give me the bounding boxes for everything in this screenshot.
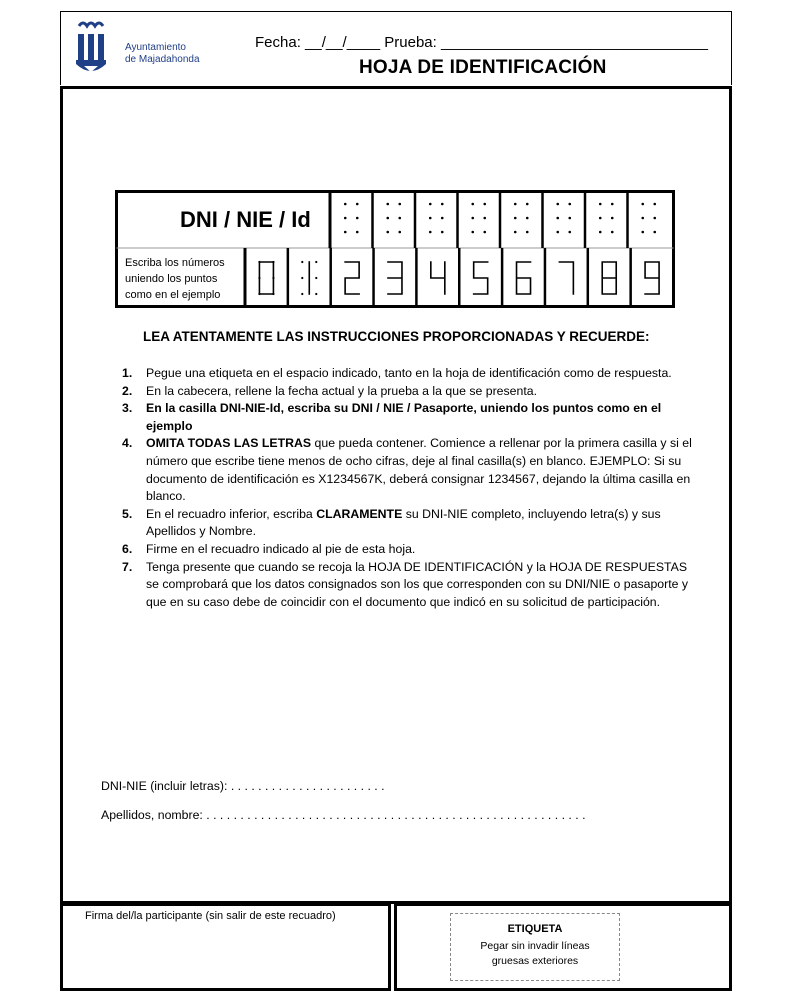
dni-entry-dot xyxy=(471,231,474,234)
dni-entry-dot xyxy=(356,217,359,220)
instruction-item xyxy=(122,435,692,505)
dni-entry-dot xyxy=(344,231,347,234)
dni-help-text: Escriba los números uniendo los puntos como en el ejemplo xyxy=(125,257,225,301)
dni-entry-dot xyxy=(526,203,529,206)
fecha-field[interactable]: Fecha: __/__/____ xyxy=(255,34,381,51)
dni-example-dot xyxy=(258,277,260,279)
signature-label: Firma del/la participante (sin salir de este recuadro) xyxy=(85,910,336,922)
dni-entry-dot xyxy=(471,203,474,206)
instruction-text: su DNI-NIE completo, incluyendo letra(s) y sus Apellidos y Nombre. xyxy=(146,506,661,539)
dni-example-digit-0 xyxy=(259,262,273,294)
dni-entry-dot xyxy=(641,231,644,234)
header xyxy=(60,11,732,85)
dni-entry-dot xyxy=(429,203,432,206)
dni-entry-dot xyxy=(356,203,359,206)
dni-example-dot xyxy=(301,277,303,279)
etiqueta-box[interactable] xyxy=(450,913,620,981)
dni-entry-dot xyxy=(429,231,432,234)
dni-example-digit-8 xyxy=(602,262,616,294)
dni-entry-dot xyxy=(568,217,571,220)
dni-example-dot xyxy=(315,293,317,295)
dni-entry-dot xyxy=(514,217,517,220)
dni-entry-dot xyxy=(611,203,614,206)
dni-example-digit-2 xyxy=(345,262,359,294)
instruction-item xyxy=(122,400,692,435)
dni-example-digit-4 xyxy=(431,262,445,294)
instruction-emphasis: En la casilla DNI-NIE-Id, escriba su DNI / NIE / Pasaporte, uniendo los puntos como en el ejemplo xyxy=(146,401,662,433)
dni-entry-dot xyxy=(641,203,644,206)
dni-example-dot xyxy=(301,261,303,263)
date-and-test-line xyxy=(255,34,708,51)
dni-example-dot xyxy=(272,277,274,279)
dni-entry-dot xyxy=(599,217,602,220)
instruction-text: Pegue una etiqueta en el espacio indicado, tanto en la hoja de identificación como de respuesta. xyxy=(146,366,672,380)
instruction-item xyxy=(122,541,692,559)
dni-title: DNI / NIE / Id xyxy=(180,207,311,232)
dni-entry-dot xyxy=(483,231,486,234)
dni-example-dot xyxy=(315,261,317,263)
instruction-number: 6. xyxy=(122,541,133,556)
instructions-heading: LEA ATENTAMENTE LAS INSTRUCCIONES PROPORCIONADAS Y RECUERDE: xyxy=(143,329,650,344)
dni-entry-dot xyxy=(611,217,614,220)
dni-entry-dot xyxy=(356,231,359,234)
dni-entry-dot xyxy=(483,217,486,220)
etiqueta-title: ETIQUETA xyxy=(507,923,563,935)
dni-entry-dot xyxy=(344,217,347,220)
dni-entry-dot xyxy=(441,217,444,220)
dni-entry-dot xyxy=(653,217,656,220)
dni-entry-dot xyxy=(556,231,559,234)
dni-entry-dot xyxy=(344,203,347,206)
instruction-number: 5. xyxy=(122,506,133,521)
dni-entry-dot xyxy=(556,217,559,220)
coat-of-arms-icon xyxy=(73,20,109,76)
dni-example-digit-7 xyxy=(559,262,573,294)
dni-example-dot xyxy=(272,261,274,263)
instruction-number: 3. xyxy=(122,401,133,416)
dni-entry-dot xyxy=(514,231,517,234)
dni-entry-dot xyxy=(398,217,401,220)
municipality-logo xyxy=(73,20,213,76)
dni-entry-dot xyxy=(386,231,389,234)
dni-entry-dot xyxy=(556,203,559,206)
dni-example-dot xyxy=(258,261,260,263)
instruction-item xyxy=(122,559,692,612)
dni-entry-dot xyxy=(653,203,656,206)
instruction-text: En el recuadro inferior, escriba xyxy=(146,506,317,521)
instruction-emphasis: CLARAMENTE xyxy=(316,506,403,521)
dni-entry-dot xyxy=(653,231,656,234)
dni-entry-dot xyxy=(386,203,389,206)
logo-line-2: de Majadahonda xyxy=(125,54,200,65)
dni-entry-dot xyxy=(441,203,444,206)
signature-box[interactable] xyxy=(60,903,391,991)
etiqueta-instructions: Pegar sin invadir líneas gruesas exteriores xyxy=(480,940,590,967)
instruction-text: Firme en el recuadro indicado al pie de esta hoja. xyxy=(146,541,416,556)
dni-example-dot xyxy=(272,293,274,295)
dni-entry-dot xyxy=(386,217,389,220)
dni-example-digit-9 xyxy=(645,262,659,294)
dni-entry-dot xyxy=(641,217,644,220)
dni-example-digit-5 xyxy=(474,262,488,294)
dni-entry-dot xyxy=(599,203,602,206)
name-field[interactable]: Apellidos, nombre: . . . . . . . . . . . . . . . . . . . . . . . . . . . . . . . . . . . . . . . . . . . . . . . . . . . . . . . . xyxy=(101,808,586,822)
dni-entry-dot xyxy=(441,231,444,234)
dni-example-dot xyxy=(258,293,260,295)
dni-entry-dot xyxy=(611,231,614,234)
instruction-text: Tenga presente que cuando se recoja la HOJA DE IDENTIFICACIÓN y la HOJA DE RESPUESTAS se comprobará que los datos consignados son los que corresponden con su DNI/NIE o pasaporte y que en su caso debe de coincidir con el documento que indicó en su solicitud de participación. xyxy=(146,559,689,609)
instruction-item xyxy=(122,506,692,541)
dni-entry-dot xyxy=(599,231,602,234)
dni-entry-dot xyxy=(471,217,474,220)
instruction-text: que pueda contener. Comience a rellenar por la primera casilla y si el número que escribe tiene menos de ocho cifras, deje al final casilla(s) en blanco. EJEMPLO: Si su documento de identificación es X1234567K, deberá consignar 1234567, dejando la última casilla en blanco. xyxy=(146,436,692,504)
instruction-number: 1. xyxy=(122,366,133,380)
dni-entry-dot xyxy=(514,203,517,206)
instruction-number: 7. xyxy=(122,559,133,574)
instruction-number: 4. xyxy=(122,436,133,451)
instruction-emphasis: OMITA TODAS LAS LETRAS xyxy=(146,436,312,451)
dni-entry-dot xyxy=(398,231,401,234)
dni-entry-dot xyxy=(526,217,529,220)
instruction-number: 2. xyxy=(122,383,133,398)
dni-example-dot xyxy=(315,277,317,279)
dni-example-dot xyxy=(301,293,303,295)
dni-example-digit-3 xyxy=(388,262,402,294)
dni-entry-dot xyxy=(568,231,571,234)
dni-entry-dot xyxy=(398,203,401,206)
dni-entry-dot xyxy=(526,231,529,234)
page-title: HOJA DE IDENTIFICACIÓN xyxy=(359,57,607,78)
dni-nie-field[interactable]: DNI-NIE (incluir letras): . . . . . . . . . . . . . . . . . . . . . . . xyxy=(101,779,385,793)
dni-entry-dot xyxy=(429,217,432,220)
instruction-item xyxy=(122,383,692,401)
logo-text xyxy=(125,42,200,66)
prueba-field[interactable]: Prueba: ________________________________ xyxy=(384,34,708,51)
instruction-text: En la cabecera, rellene la fecha actual y la prueba a la que se presenta. xyxy=(146,383,538,398)
instructions-list xyxy=(122,365,692,611)
instruction-item xyxy=(122,365,692,383)
dni-entry-dot xyxy=(568,203,571,206)
dni-example-digit-6 xyxy=(517,262,531,294)
logo-line-1: Ayuntamiento xyxy=(125,42,186,53)
label-area xyxy=(394,903,732,991)
dni-entry-dot xyxy=(483,203,486,206)
